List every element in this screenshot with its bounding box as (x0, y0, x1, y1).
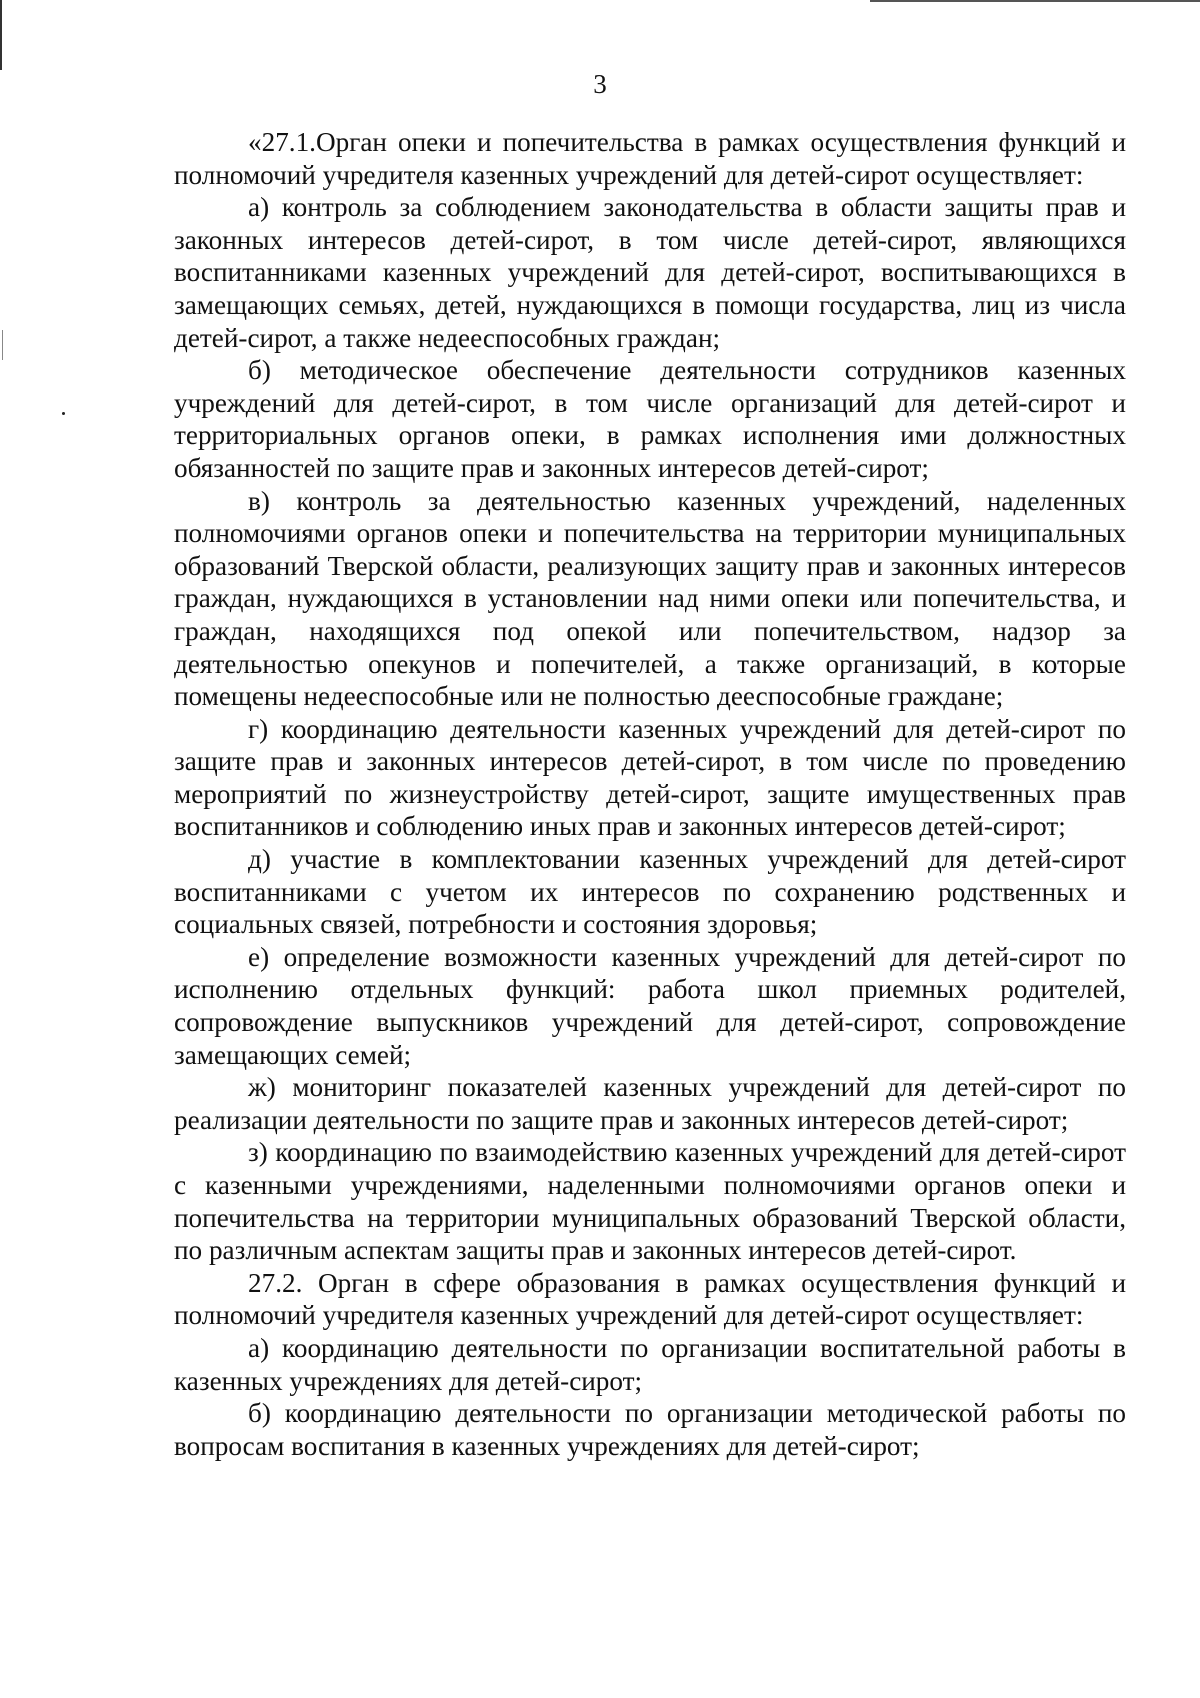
document-body (174, 126, 1126, 1462)
paragraph-item-a: а) контроль за соблюдением законодательства в области защиты прав и законных интересов детей-сирот, в том числе детей-сирот, являющихся воспитанниками казенных учреждений для детей-сирот, воспитывающихся в замещающих семьях, детей, нуждающихся в помощи государства, лиц из числа детей-сирот, а также недееспособных граждан; (174, 192, 1126, 353)
paragraph-item-v: в) контроль за деятельностью казенных учреждений, наделенных полномочиями органов опеки и попечительства на территории муниципальных образований Тверской области, реализующих защиту прав и законных интересов граждан, нуждающихся в установлении над ними опеки или попечительства, и граждан, находящихся под опекой или попечительством, надзор за деятельностью опекунов и попечителей, а также организаций, в которые помещены недееспособные или не полностью дееспособные граждане; (174, 485, 1126, 712)
paragraph-item-d: д) участие в комплектовании казенных учреждений для детей-сирот воспитанниками с учетом их интересов по сохранению родственных и социальных связей, потребности и состояния здоровья; (174, 844, 1126, 940)
paragraph-item-e: е) определение возможности казенных учреждений для детей-сирот по исполнению отдельных функций: работа школ приемных родителей, сопровождение выпускников учреждений для детей-сирот, сопровождение замещающих семей; (174, 941, 1126, 1070)
paragraph-27-1-intro: «27.1.Орган опеки и попечительства в рамках осуществления функций и полномочий учредителя казенных учреждений для детей-сирот осуществляет: (174, 127, 1126, 190)
paragraph-27-2-item-a: а) координацию деятельности по организации воспитательной работы в казенных учреждениях для детей-сирот; (174, 1332, 1126, 1396)
scan-mark (2, 330, 3, 360)
paragraph-item-g: г) координацию деятельности казенных учреждений для детей-сирот по защите прав и законных интересов детей-сирот, в том числе по проведению мероприятий по жизнеустройству детей-сирот, защите имущественных прав воспитанников и соблюдению иных прав и законных интересов детей-сирот; (174, 713, 1126, 842)
paragraph-27-2-intro: 27.2. Орган в сфере образования в рамках осуществления функций и полномочий учредителя казенных учреждений для детей-сирот осуществляет: (174, 1267, 1126, 1331)
paragraph-item-b: б) методическое обеспечение деятельности сотрудников казенных учреждений для детей-сирот, в том числе организаций для детей-сирот и территориальных органов опеки, в рамках исполнения ими должностных обязанностей по защите прав и законных интересов детей-сирот; (174, 355, 1126, 483)
paragraph-item-zh: ж) мониторинг показателей казенных учреждений для детей-сирот по реализации деятельности по защите прав и законных интересов детей-сирот; (174, 1072, 1126, 1135)
scan-border-top (870, 0, 1200, 2)
scan-speck (62, 412, 65, 415)
scan-border-left (0, 0, 2, 70)
paragraph-27-2-item-b: б) координацию деятельности по организации методической работы по вопросам воспитания в казенных учреждениях для детей-сирот; (174, 1398, 1126, 1461)
paragraph-item-z: з) координацию по взаимодействию казенных учреждений для детей-сирот с казенными учреждениями, наделенными полномочиями органов опеки и попечительства на территории муниципальных образований Тверской области, по различным аспектам защиты прав и законных интересов детей-сирот. (174, 1137, 1126, 1266)
page-number: 3 (593, 69, 607, 99)
